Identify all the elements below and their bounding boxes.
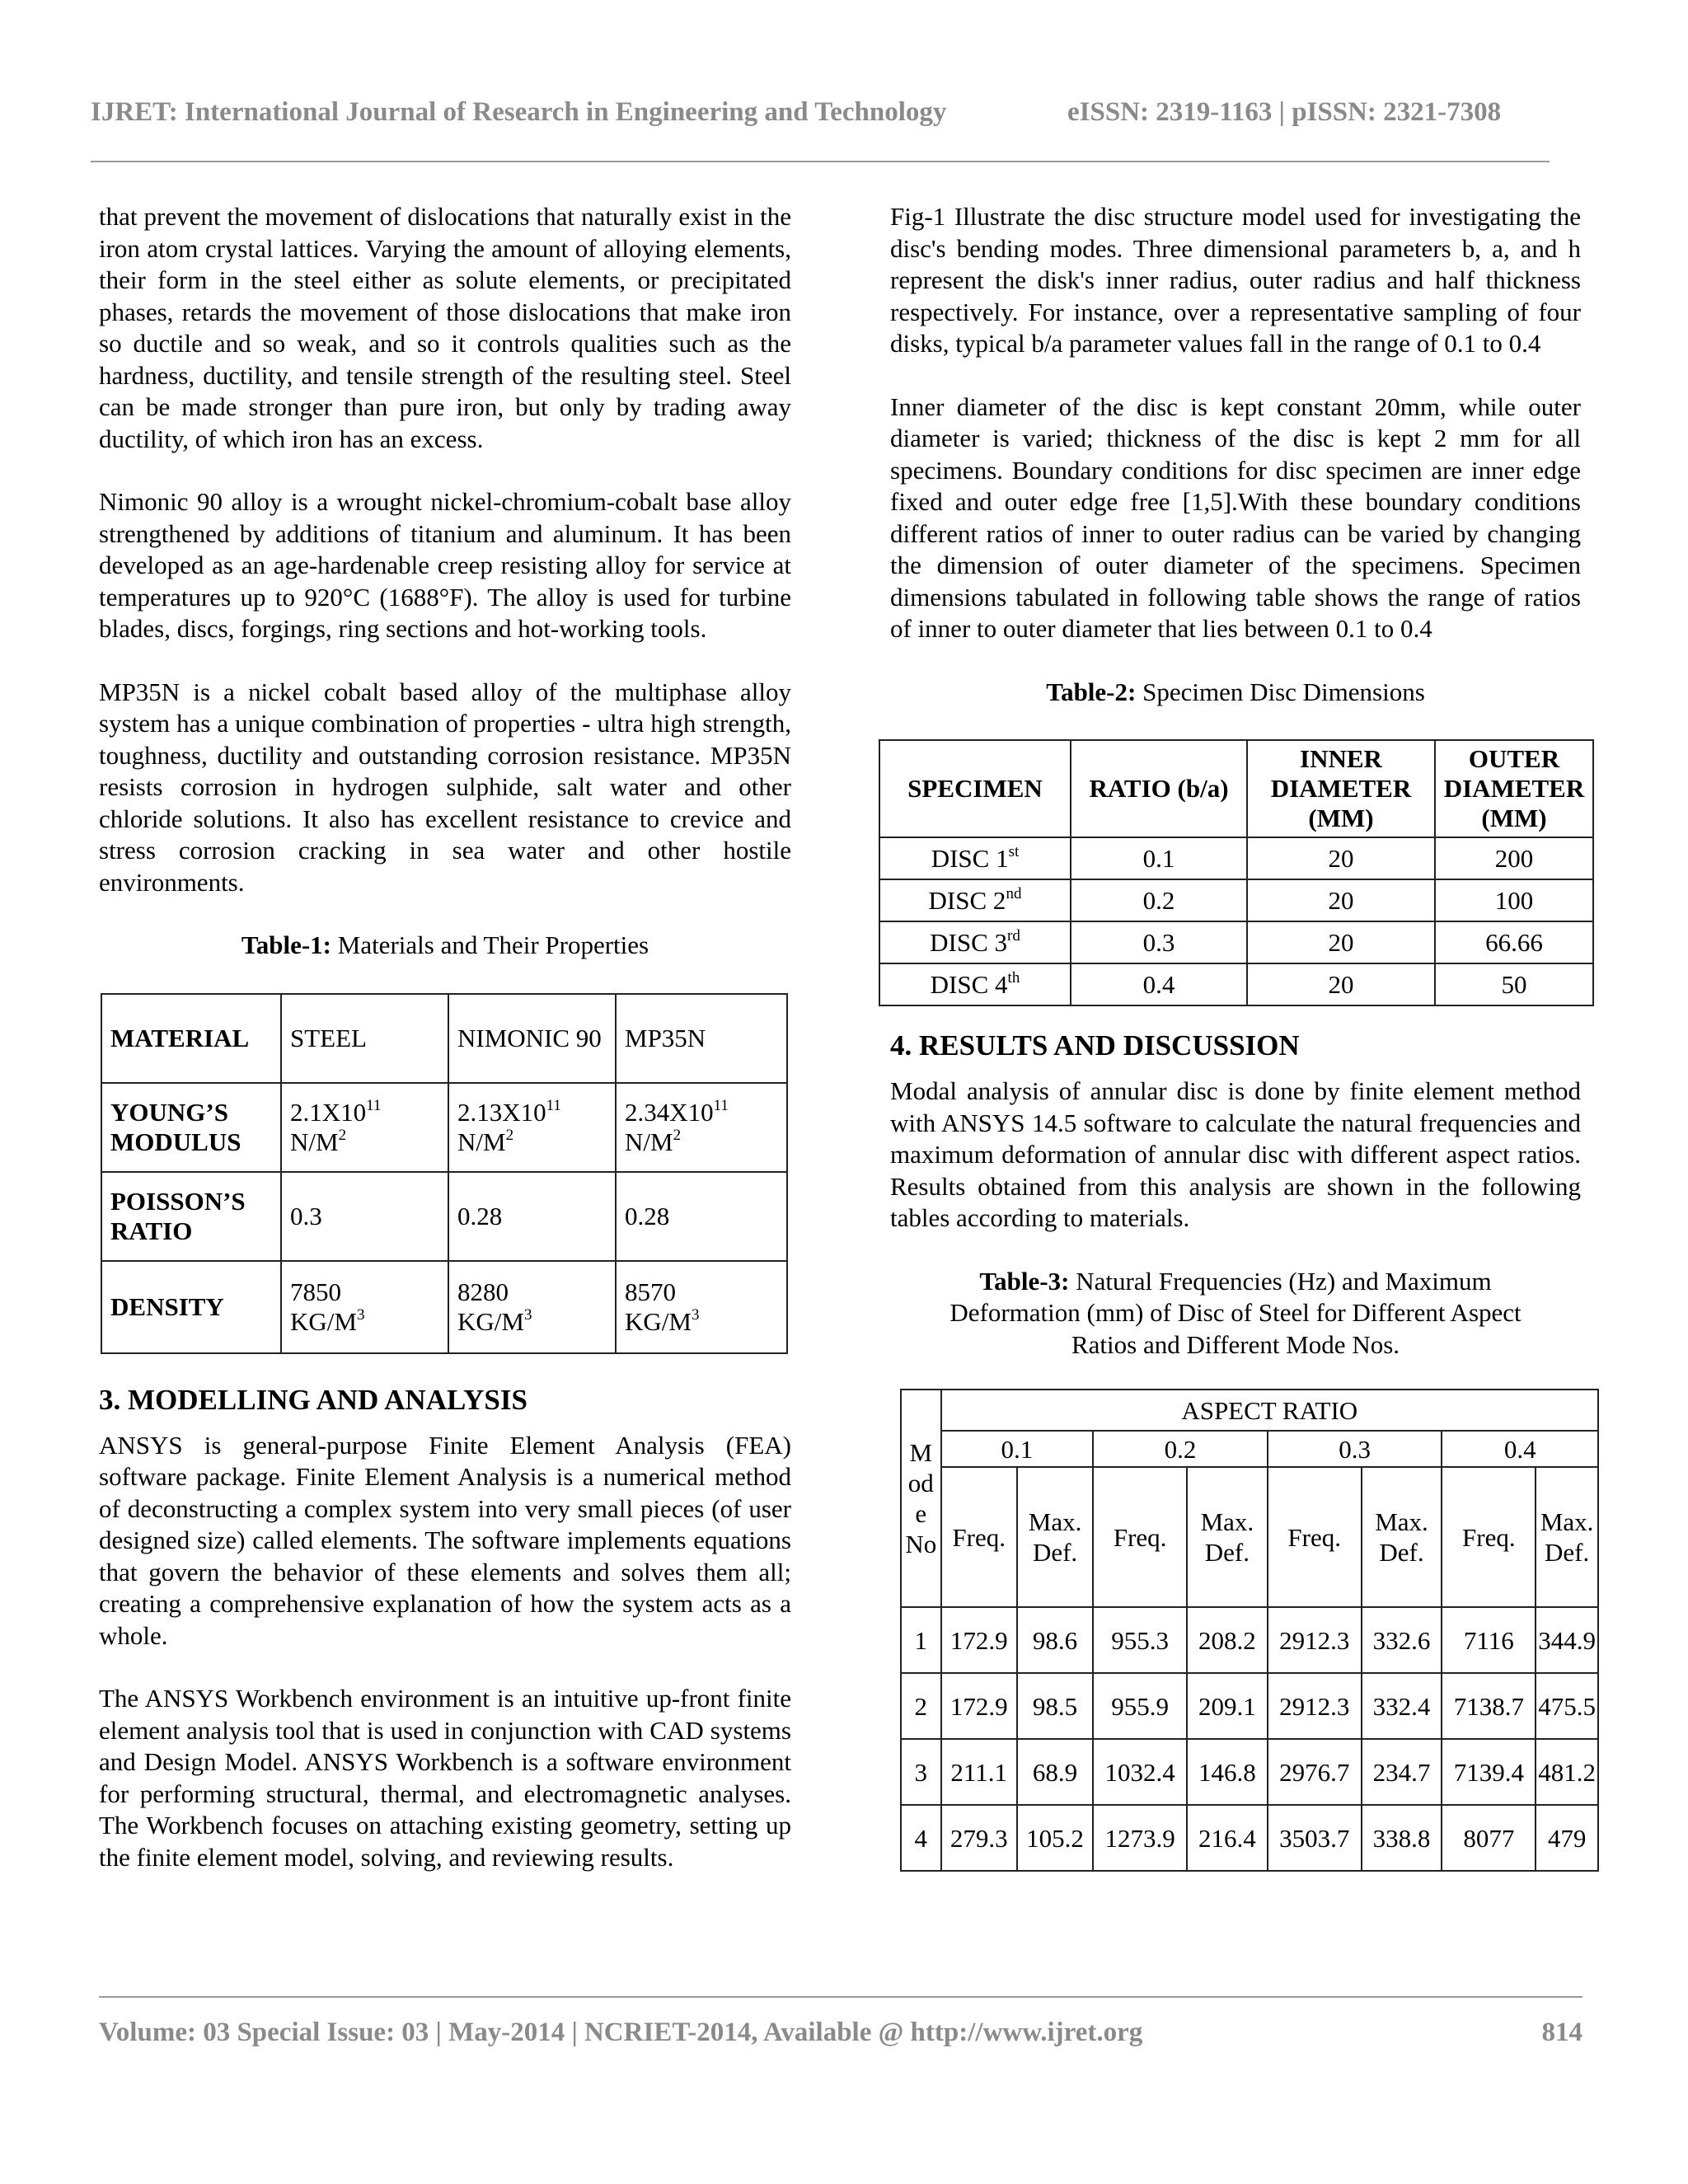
table-cell: 20 [1247,837,1435,879]
table-cell: 2912.3 [1268,1673,1362,1739]
table-cell: 1032.4 [1093,1739,1187,1805]
table-header-cell: INNER DIAMETER (MM) [1247,740,1435,837]
table-cell: YOUNG’S MODULUS [101,1083,281,1172]
table-cell: 211.1 [941,1739,1017,1805]
table-cell: 98.5 [1017,1673,1093,1739]
paragraph: ANSYS is general-purpose Finite Element Analysis (FEA) software package. Finite Element Analysis is a numerical method of deconstructing a complex system into very small pieces (of user designed size) called elements. The software implements equations that govern the behavior of these elements and solves them all; creating a comprehensive explanation of how the system acts as a whole. [99,1430,791,1650]
table-cell: 338.8 [1362,1805,1442,1871]
table-cell: 7116 [1442,1607,1536,1673]
table-cell: MATERIAL [101,994,281,1083]
table-cell: 332.6 [1362,1607,1442,1673]
footer-divider [99,1996,1582,1998]
table-cell: 0.3 [281,1172,448,1261]
paragraph: The ANSYS Workbench environment is an intuitive up-front finite element analysis tool that is used in conjunction with CAD systems and Design Model. ANSYS Workbench is a software environment for performing structural, thermal, and electromagnetic analyses. The Workbench focuses on attaching existing geometry, setting up the finite element model, solving, and reviewing results. [99,1684,791,1872]
column-header: Max. Def. [1362,1467,1442,1607]
table-cell: 479 [1536,1805,1598,1871]
table-cell: 20 [1247,879,1435,921]
table-1-caption: Table-1: Materials and Their Properties [241,930,649,959]
paragraph: Modal analysis of annular disc is done by finite element method with ANSYS 14.5 software to calculate the natural frequencies and maximum deformation of annular disc with different aspect ratios. Results obtained from this analysis are shown in the following tables according to materials. [890,1076,1581,1232]
table-cell: 1 [901,1607,941,1673]
table-header-cell: SPECIMEN [879,740,1071,837]
paragraph: Nimonic 90 alloy is a wrought nickel-chromium-cobalt base alloy strengthened by additions of titanium and aluminum. It has been developed as an age-hardenable creep resisting alloy for service at temperatures up to 920°C (1688°F). The alloy is used for turbine blades, discs, forgings, ring sections and hot-working tools. [99,487,791,643]
table-cell: $2.34X10^{11}$ $N/M^2$ [616,1083,787,1172]
column-header: Freq. [1442,1467,1536,1607]
table-cell: 200 [1435,837,1593,879]
table-header-cell: OUTER DIAMETER (MM) [1435,740,1593,837]
paragraph: MP35N is a nickel cobalt based alloy of the multiphase alloy system has a unique combination of properties - ultra high strength, toughness, ductility and outstanding corrosion resistance. MP35N resists corrosion in hydrogen sulphide, salt water and other chloride solutions. It also has excellent resistance to crevice and stress corrosion cracking in sea water and other hostile environments. [99,677,791,897]
journal-title: IJRET: International Journal of Research in Engineering and Technology [91,97,947,127]
table-cell: 3503.7 [1268,1805,1362,1871]
table-cell: $2.13X10^{11}$ $N/M^2$ [448,1083,616,1172]
table-cell: DENSITY [101,1261,281,1353]
ratio-header: 0.4 [1442,1431,1598,1467]
ratio-header: 0.3 [1268,1431,1442,1467]
table-cell: 20 [1247,921,1435,963]
header-divider [91,161,1550,162]
right-column [890,201,1596,1872]
table-cell: 955.3 [1093,1607,1187,1673]
table-cell: 68.9 [1017,1739,1093,1805]
table-cell: NIMONIC 90 [448,994,616,1083]
table-2-caption: Table-2: Specimen Disc Dimensions [1046,677,1425,706]
table-cell: 1273.9 [1093,1805,1187,1871]
table-cell: 98.6 [1017,1607,1093,1673]
table-cell: MP35N [616,994,787,1083]
table-cell: 146.8 [1187,1739,1268,1805]
table-cell: 209.1 [1187,1673,1268,1739]
table-cell: 332.4 [1362,1673,1442,1739]
column-header: Max. Def. [1187,1467,1268,1607]
frequency-table [900,1389,1599,1872]
table-cell: DISC 4th [879,963,1071,1005]
table-cell: 344.9 [1536,1607,1598,1673]
table-cell: 4 [901,1805,941,1871]
table-cell: 66.66 [1435,921,1593,963]
section-heading: 3. MODELLING AND ANALYSIS [99,1383,528,1416]
table-cell: 0.2 [1071,879,1247,921]
table-cell: 475.5 [1536,1673,1598,1739]
table-cell: 279.3 [941,1805,1017,1871]
table-header-cell: RATIO (b/a) [1071,740,1247,837]
aspect-ratio-header: ASPECT RATIO [941,1390,1598,1431]
table-cell: $2.1X10^{11}$ $N/M^2$ [281,1083,448,1172]
column-header: Max. Def. [1017,1467,1093,1607]
table-cell: 3 [901,1739,941,1805]
table-cell: 2912.3 [1268,1607,1362,1673]
table-cell: 2976.7 [1268,1739,1362,1805]
table-cell: 172.9 [941,1673,1017,1739]
materials-table [101,993,788,1354]
table-cell: 2 [901,1673,941,1739]
table-cell: 0.4 [1071,963,1247,1005]
table-cell: POISSON’S RATIO [101,1172,281,1261]
mode-header-cell: Mode No [901,1390,941,1607]
table-cell: 50 [1435,963,1593,1005]
section-heading: 4. RESULTS AND DISCUSSION [890,1029,1300,1062]
table-cell: 100 [1435,879,1593,921]
ratio-header: 0.1 [941,1431,1094,1467]
table-cell: 7850 $KG/M^3$ [281,1261,448,1353]
table-cell: 955.9 [1093,1673,1187,1739]
table-cell: DISC 1st [879,837,1071,879]
left-column [99,201,791,1873]
paragraph: Inner diameter of the disc is kept constant 20mm, while outer diameter is varied; thickness of the disc is kept 2 mm for all specimens. Boundary conditions for disc specimen are inner edge fixed and outer edge free [1,5].With these boundary conditions different ratios of inner to outer radius can be varied by changing the dimension of outer diameter of the specimens. Specimen dimensions tabulated in following table shows the range of ratios of inner to outer diameter that lies between 0.1 to 0.4 [890,391,1581,643]
table-cell: 105.2 [1017,1805,1093,1871]
table-cell: 8280 $KG/M^3$ [448,1261,616,1353]
table-cell: 8077 [1442,1805,1536,1871]
table-cell: 0.28 [448,1172,616,1261]
table-cell: 0.3 [1071,921,1247,963]
column-header: Freq. [1268,1467,1362,1607]
column-header: Max. Def. [1536,1467,1598,1607]
table-cell: 172.9 [941,1607,1017,1673]
column-header: Freq. [941,1467,1017,1607]
footer-volume: Volume: 03 Special Issue: 03 | May-2014 | NCRIET-2014, Available @ http://www.ijret.org [99,2018,1143,2047]
table-cell: 216.4 [1187,1805,1268,1871]
paragraph: that prevent the movement of dislocations that naturally exist in the iron atom crystal lattices. Varying the amount of alloying elements, their form in the steel either as solute elements, or precipitated phases, retards the movement of those dislocations that make iron so ductile and so weak, and so it controls qualities such as the hardness, ductility, and tensile strength of the resulting steel. Steel can be made stronger than pure iron, but only by trading away ductility, of which iron has an excess. [99,202,791,453]
table-cell: DISC 2nd [879,879,1071,921]
issn-info: eISSN: 2319-1163 | pISSN: 2321-7308 [1067,97,1502,127]
table-3-caption: Table-3: Natural Frequencies (Hz) and Maximum Deformation (mm) of Disc of Steel for Different Aspect Ratios and Different Mode Nos. [950,1266,1522,1359]
table-cell: STEEL [281,994,448,1083]
specimen-table [879,739,1594,1006]
table-cell: 20 [1247,963,1435,1005]
column-header: Freq. [1093,1467,1187,1607]
table-cell: 8570 $KG/M^3$ [616,1261,787,1353]
ratio-header: 0.2 [1093,1431,1268,1467]
table-cell: DISC 3rd [879,921,1071,963]
table-cell: 0.1 [1071,837,1247,879]
table-cell: 7138.7 [1442,1673,1536,1739]
paragraph: Fig-1 Illustrate the disc structure model used for investigating the disc's bending modes. Three dimensional parameters b, a, and h represent the disk's inner radius, outer radius and half thickness respectively. For instance, over a representative sampling of four disks, typical b/a parameter values fall in the range of 0.1 to 0.4 [890,202,1581,358]
page-number: 814 [1541,2018,1582,2047]
table-cell: 208.2 [1187,1607,1268,1673]
table-cell: 481.2 [1536,1739,1598,1805]
table-cell: 7139.4 [1442,1739,1536,1805]
table-cell: 234.7 [1362,1739,1442,1805]
table-cell: 0.28 [616,1172,787,1261]
